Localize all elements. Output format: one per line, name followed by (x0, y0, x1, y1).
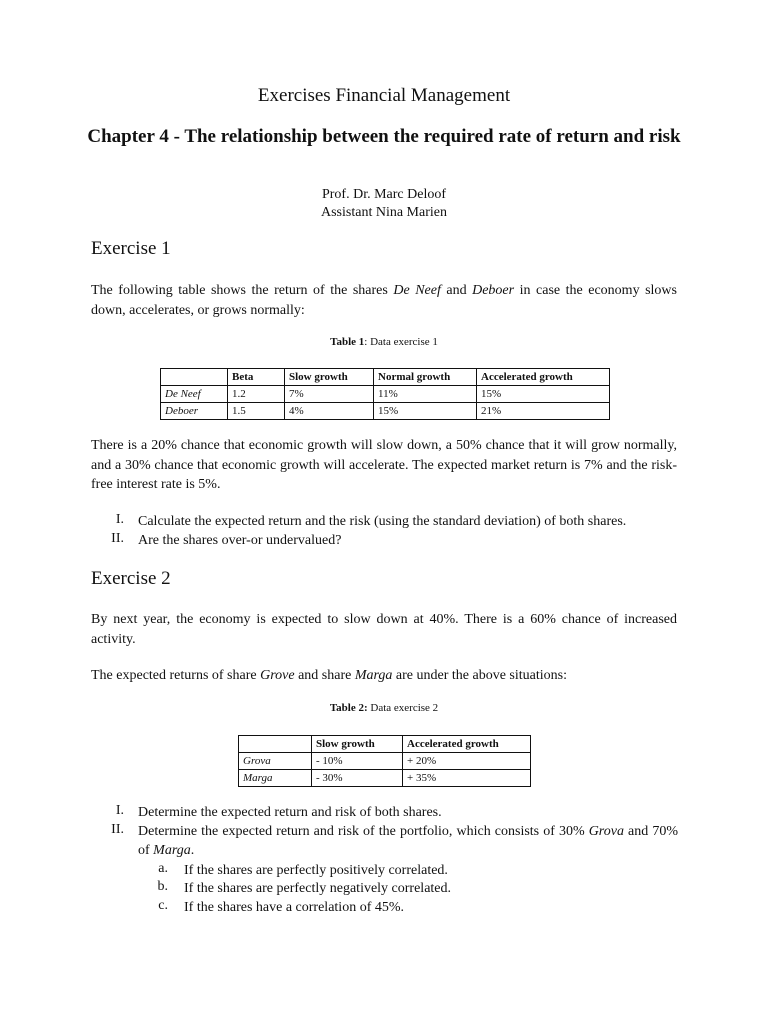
table-header-cell (239, 736, 312, 753)
author-professor: Prof. Dr. Marc Deloof (321, 187, 447, 202)
share-name: Grova (588, 824, 624, 839)
question-text-part: and 70% of (138, 824, 678, 858)
table-header-cell: Beta (228, 369, 285, 386)
question-text: Calculate the expected return and the risk (using the standard deviation) of both shares. (138, 514, 627, 529)
share-name: De Neef (393, 283, 441, 298)
caption-label: Table 2: (329, 702, 368, 714)
table-header-row (161, 369, 610, 386)
chapter-title: Chapter 4 - The relationship between the required rate of return and risk (87, 126, 681, 147)
table-header-row (239, 736, 531, 753)
table-cell: 4% (285, 403, 374, 420)
table-row-label: De Neef (161, 386, 228, 403)
question-text-part: . (190, 843, 195, 858)
share-name: Marga (153, 843, 191, 858)
author-assistant: Assistant Nina Marien (321, 205, 447, 220)
share-name: Deboer (472, 283, 515, 298)
exercise-1-intro (91, 281, 677, 320)
intro-text: are under the above situations: (392, 668, 567, 683)
table-cell: - 10% (312, 753, 403, 770)
question-marker: II. (111, 531, 124, 546)
table-cell: 21% (477, 403, 610, 420)
table-1-caption (0, 336, 768, 348)
table-cell: 15% (477, 386, 610, 403)
share-name: Grove (260, 668, 295, 683)
subquestion-marker: c. (158, 898, 168, 913)
exercise-1-paragraph: There is a 20% chance that economic growth will slow down, a 50% chance that it will grow normally, and a 30% chance that economic growth will accelerate. The expected market return is 7% and the risk-free interest rate is 5%. (91, 438, 677, 492)
question-text: Are the shares over-or undervalued? (138, 533, 342, 548)
table-header-cell: Slow growth (285, 369, 374, 386)
table-row-label: Grova (239, 753, 312, 770)
table-row-label: Deboer (161, 403, 228, 420)
question-marker: I. (115, 512, 124, 527)
table-row (239, 770, 531, 787)
table-cell: + 20% (403, 753, 531, 770)
intro-text: The following table shows the return of the shares (91, 283, 394, 298)
exercise-1-heading: Exercise 1 (91, 238, 171, 259)
table-row-label: Marga (239, 770, 312, 787)
table-1 (160, 368, 610, 420)
table-cell: 15% (374, 403, 477, 420)
subquestion-marker: a. (158, 861, 168, 876)
table-cell: - 30% (312, 770, 403, 787)
intro-text: and share (294, 668, 355, 683)
table-row (161, 386, 610, 403)
table-cell: + 35% (403, 770, 531, 787)
exercise-2-heading: Exercise 2 (91, 568, 171, 589)
table-cell: 7% (285, 386, 374, 403)
table-header-cell: Accelerated growth (403, 736, 531, 753)
table-cell: 11% (374, 386, 477, 403)
document-title: Exercises Financial Management (257, 85, 511, 106)
table-header-cell: Normal growth (374, 369, 477, 386)
subquestion-text: If the shares are perfectly negatively correlated. (184, 881, 452, 896)
table-cell: 1.2 (228, 386, 285, 403)
intro-text: in case the economy slows down, accelerates, or grows normally: (91, 283, 677, 318)
caption-label: Table 1 (330, 336, 365, 348)
intro-text: The expected returns of share (91, 668, 261, 683)
exercise-2-paragraph-2 (91, 666, 677, 686)
table-row (161, 403, 610, 420)
table-cell: 1.5 (228, 403, 285, 420)
table-header-cell: Slow growth (312, 736, 403, 753)
intro-text: and (440, 283, 473, 298)
table-2-caption (0, 702, 768, 714)
question-marker: I. (115, 803, 124, 818)
subquestion-text: If the shares are perfectly positively correlated. (184, 863, 448, 878)
table-header-cell: Accelerated growth (477, 369, 610, 386)
caption-text: : Data exercise 1 (364, 336, 438, 348)
exercise-2-paragraph-1: By next year, the economy is expected to slow down at 40%. There is a 60% chance of increased activity. (91, 612, 677, 647)
subquestion-text: If the shares have a correlation of 45%. (184, 900, 405, 915)
question-text (138, 822, 678, 860)
question-text-part: Determine the expected return and risk of the portfolio, which consists of 30% (138, 824, 589, 839)
question-marker: II. (111, 822, 124, 837)
subquestion-marker: b. (157, 879, 168, 894)
share-name: Marga (354, 668, 393, 683)
table-row (239, 753, 531, 770)
table-header-cell (161, 369, 228, 386)
table-2 (238, 735, 531, 787)
caption-text: Data exercise 2 (367, 702, 439, 714)
question-text: Determine the expected return and risk of both shares. (138, 805, 442, 820)
